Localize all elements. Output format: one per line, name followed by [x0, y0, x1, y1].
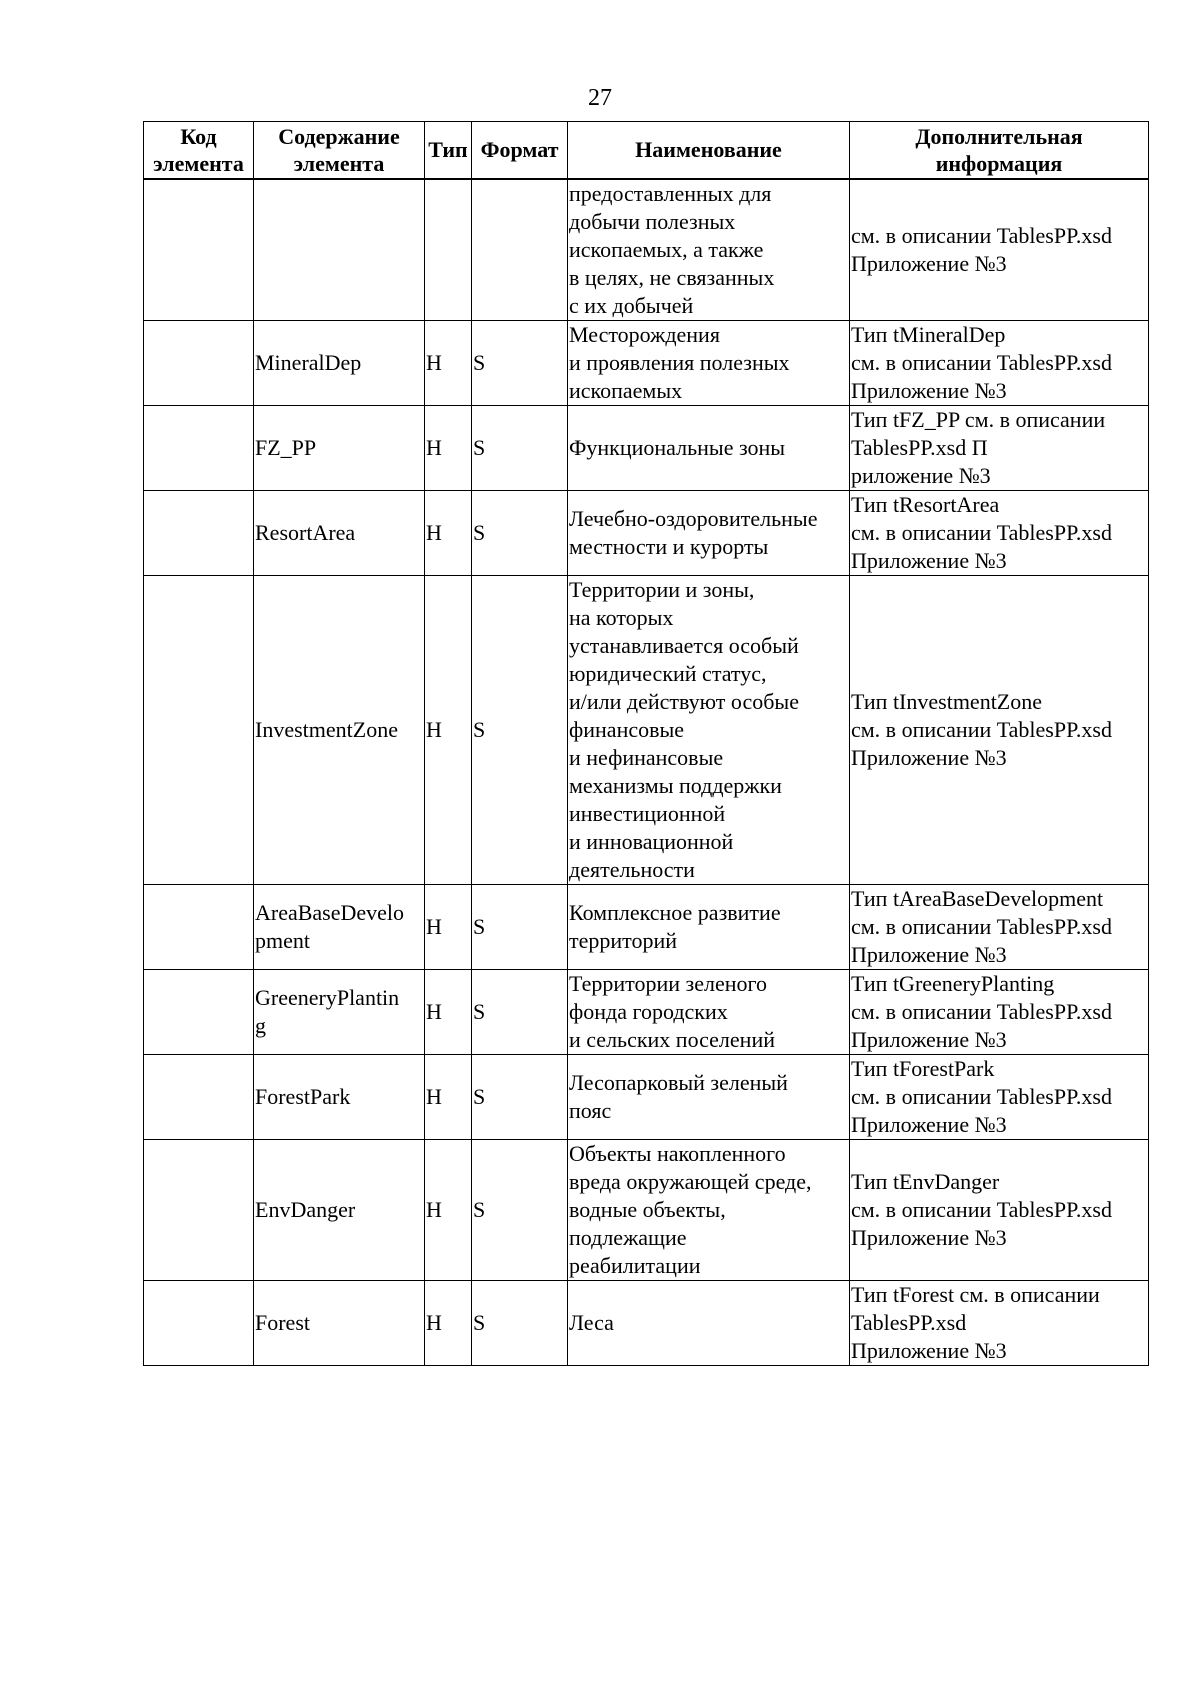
cell-type: Н: [425, 320, 472, 405]
cell-type: [425, 179, 472, 321]
cell-format: S: [472, 884, 568, 969]
cell-format: S: [472, 1139, 568, 1280]
cell-content: [254, 179, 425, 321]
table-row: [144, 1139, 1149, 1280]
cell-code: [144, 1139, 254, 1280]
table-header-row: [144, 122, 1149, 179]
page-number: 27: [588, 85, 612, 111]
cell-name: Лесопарковый зеленый пояс: [568, 1054, 850, 1139]
header-additional-info: Дополнительная информация: [850, 122, 1149, 179]
header-element-code: Код элемента: [144, 122, 254, 179]
cell-name: Объекты накопленного вреда окружающей среде, водные объекты, подлежащие реабилитации: [568, 1139, 850, 1280]
cell-code: [144, 490, 254, 575]
header-element-content: Содержание элемента: [254, 122, 425, 179]
cell-name: Комплексное развитие территорий: [568, 884, 850, 969]
cell-name: Территории зеленого фонда городских и сельских поселений: [568, 969, 850, 1054]
cell-format: S: [472, 575, 568, 884]
cell-type: Н: [425, 405, 472, 490]
cell-content: ForestPark: [254, 1054, 425, 1139]
cell-format: S: [472, 969, 568, 1054]
cell-info: Тип tInvestmentZone см. в описании TablesPP.xsd Приложение №3: [850, 575, 1149, 884]
cell-info: Тип tForestPark см. в описании TablesPP.xsd Приложение №3: [850, 1054, 1149, 1139]
cell-code: [144, 884, 254, 969]
cell-content: ResortArea: [254, 490, 425, 575]
cell-format: S: [472, 1054, 568, 1139]
cell-code: [144, 1280, 254, 1365]
cell-format: [472, 179, 568, 321]
cell-type: Н: [425, 884, 472, 969]
table-row: [144, 405, 1149, 490]
cell-code: [144, 575, 254, 884]
element-table: [143, 121, 1149, 1366]
cell-content: MineralDep: [254, 320, 425, 405]
cell-code: [144, 320, 254, 405]
cell-content: AreaBaseDevelo pment: [254, 884, 425, 969]
cell-name: предоставленных для добычи полезных ископаемых, а также в целях, не связанных с их добычей: [568, 179, 850, 321]
cell-name: Функциональные зоны: [568, 405, 850, 490]
cell-info: Тип tAreaBaseDevelopment см. в описании TablesPP.xsd Приложение №3: [850, 884, 1149, 969]
cell-type: Н: [425, 969, 472, 1054]
table-row: [144, 1054, 1149, 1139]
cell-type: Н: [425, 1139, 472, 1280]
table-row: [144, 320, 1149, 405]
cell-code: [144, 1054, 254, 1139]
cell-name: Месторождения и проявления полезных ископаемых: [568, 320, 850, 405]
cell-code: [144, 969, 254, 1054]
table-row: [144, 884, 1149, 969]
cell-info: см. в описании TablesPP.xsd Приложение №3: [850, 179, 1149, 321]
table-row: [144, 179, 1149, 321]
cell-info: Тип tGreeneryPlanting см. в описании TablesPP.xsd Приложение №3: [850, 969, 1149, 1054]
header-format: Формат: [472, 122, 568, 179]
cell-format: S: [472, 1280, 568, 1365]
cell-type: Н: [425, 1280, 472, 1365]
table-row: [144, 1280, 1149, 1365]
table-row: [144, 490, 1149, 575]
cell-name: Территории и зоны, на которых устанавливается особый юридический статус, и/или действуют особые финансовые и нефинансовые механизмы поддержки инвестиционной и инновационной деятельности: [568, 575, 850, 884]
cell-content: InvestmentZone: [254, 575, 425, 884]
cell-format: S: [472, 490, 568, 575]
cell-format: S: [472, 320, 568, 405]
cell-info: Тип tForest см. в описании TablesPP.xsd Приложение №3: [850, 1280, 1149, 1365]
cell-info: Тип tFZ_PP см. в описании TablesPP.xsd П риложение №3: [850, 405, 1149, 490]
header-name: Наименование: [568, 122, 850, 179]
cell-type: Н: [425, 1054, 472, 1139]
cell-type: Н: [425, 490, 472, 575]
cell-info: Тип tMineralDep см. в описании TablesPP.xsd Приложение №3: [850, 320, 1149, 405]
table-row: [144, 575, 1149, 884]
cell-code: [144, 179, 254, 321]
cell-content: GreeneryPlantin g: [254, 969, 425, 1054]
cell-content: EnvDanger: [254, 1139, 425, 1280]
cell-content: FZ_PP: [254, 405, 425, 490]
cell-info: Тип tResortArea см. в описании TablesPP.xsd Приложение №3: [850, 490, 1149, 575]
cell-name: Леса: [568, 1280, 850, 1365]
cell-content: Forest: [254, 1280, 425, 1365]
cell-code: [144, 405, 254, 490]
cell-info: Тип tEnvDanger см. в описании TablesPP.xsd Приложение №3: [850, 1139, 1149, 1280]
cell-format: S: [472, 405, 568, 490]
table-row: [144, 969, 1149, 1054]
cell-type: Н: [425, 575, 472, 884]
header-type: Тип: [425, 122, 472, 179]
cell-name: Лечебно-оздоровительные местности и курорты: [568, 490, 850, 575]
